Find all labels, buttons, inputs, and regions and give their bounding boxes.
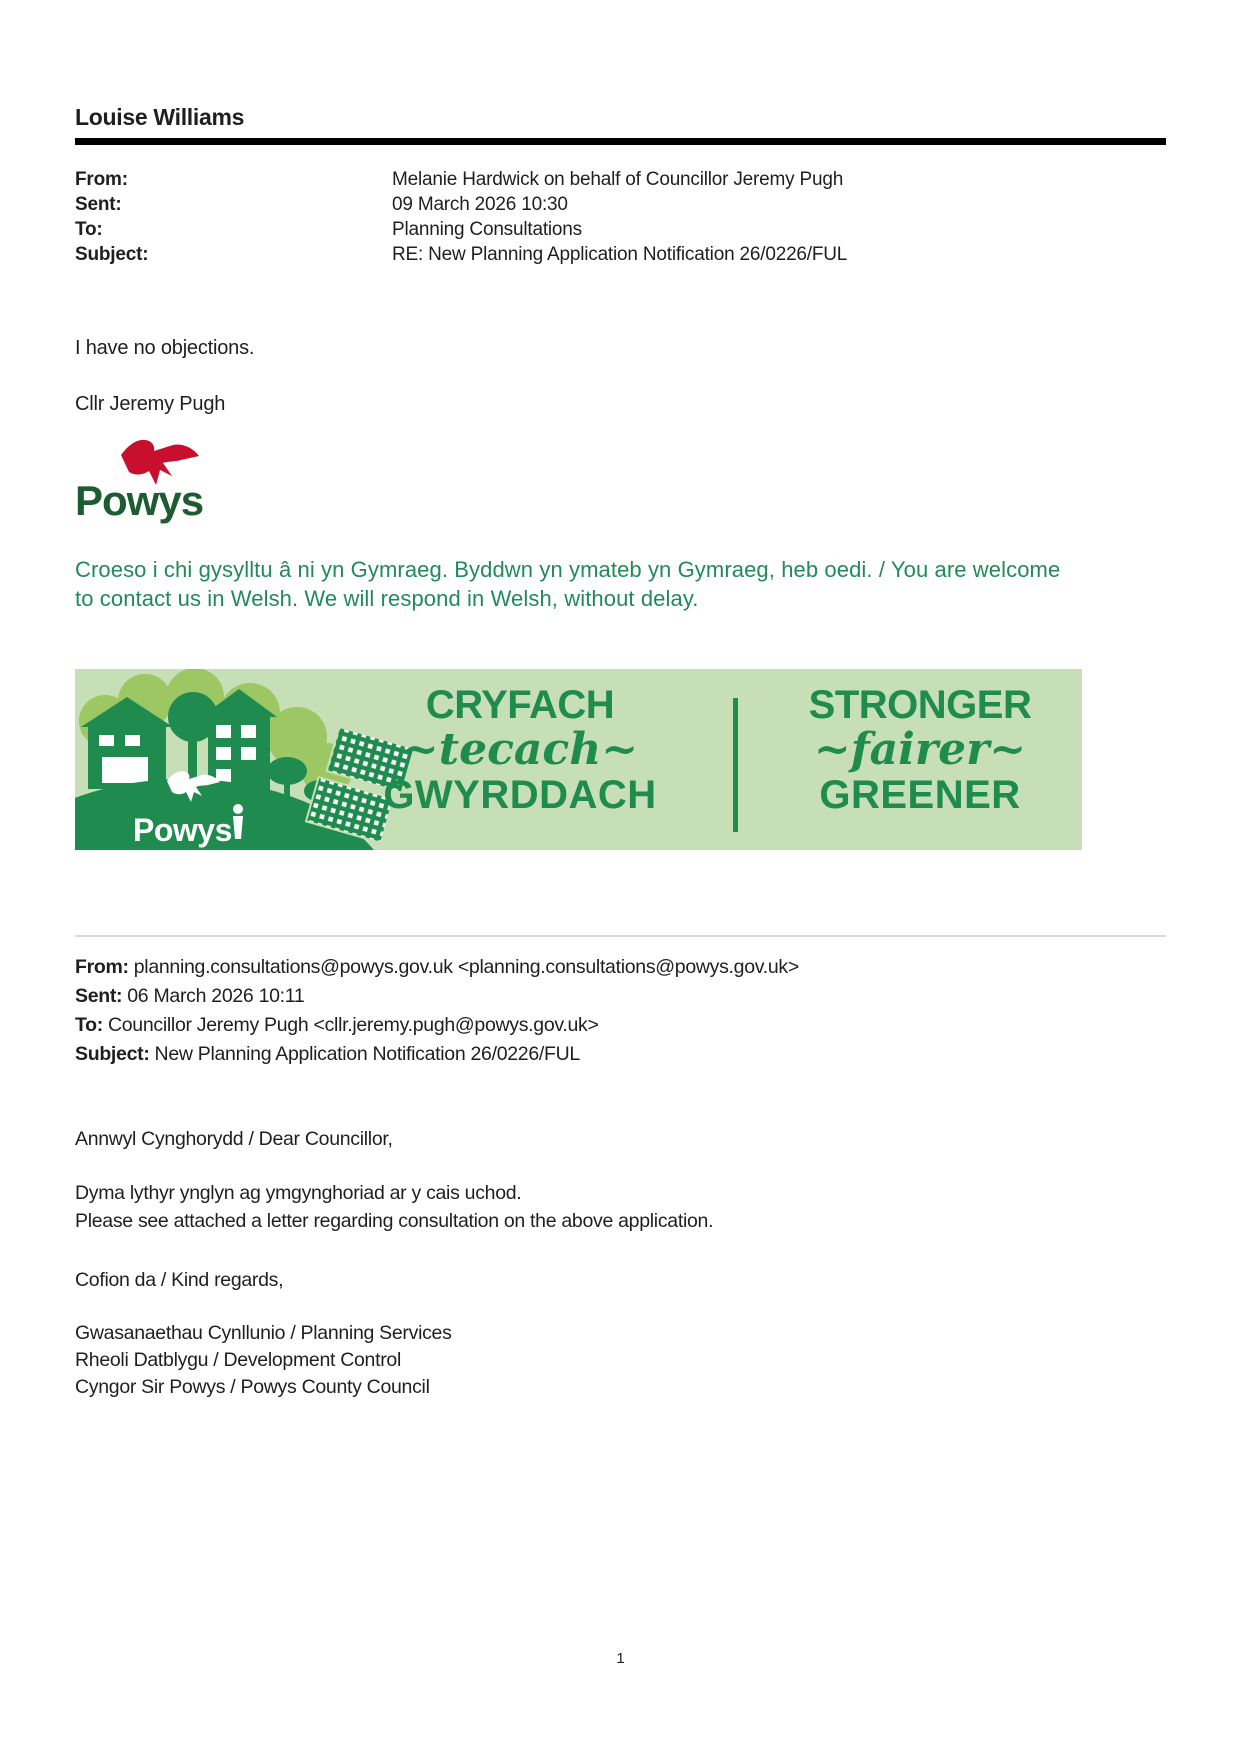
quoted-row-from xyxy=(75,953,1166,982)
quoted-sent-label: Sent: xyxy=(75,985,123,1007)
quoted-to-label: To: xyxy=(75,1014,103,1036)
quoted-to-value: Councillor Jeremy Pugh <cllr.jeremy.pugh@powys.gov.uk> xyxy=(107,1014,599,1036)
banner-welsh-column xyxy=(355,669,685,818)
page-number: 1 xyxy=(616,1650,625,1667)
quoted-subject-label: Subject: xyxy=(75,1043,150,1065)
quoted-signature-block xyxy=(75,1320,1166,1401)
banner-fairer-text: ~fairer~ xyxy=(813,724,1027,775)
banner-gwyrddach-text: GWYRDDACH xyxy=(383,773,657,817)
header-row-subject xyxy=(75,242,1166,267)
banner-vertical-divider xyxy=(733,698,738,832)
mailbox-owner-name: Louise Williams xyxy=(75,104,245,130)
quoted-row-to xyxy=(75,1011,1166,1040)
banner-tecach-text: ~tecach~ xyxy=(401,724,639,775)
quoted-from-label: From: xyxy=(75,956,129,978)
header-divider-rule xyxy=(75,138,1166,145)
from-value: Melanie Hardwick on behalf of Councillor Jeremy Pugh xyxy=(392,168,844,190)
subject-label: Subject: xyxy=(75,243,149,265)
header-row-sent xyxy=(75,192,1166,217)
quoted-sent-value: 06 March 2026 10:11 xyxy=(127,985,305,1007)
powys-logo-wordmark: Powys xyxy=(75,477,204,524)
banner-greener-text: GREENER xyxy=(819,773,1021,817)
powys-council-logo xyxy=(75,431,235,527)
header-row-to xyxy=(75,217,1166,242)
quoted-subject-value: New Planning Application Notification 26/0226/FUL xyxy=(154,1043,580,1065)
header-row-from xyxy=(75,167,1166,192)
quoted-email-separator xyxy=(75,935,1166,937)
document-content xyxy=(75,0,1166,1401)
banner-cryfach-text: CRYFACH xyxy=(425,683,615,727)
banner-stronger-text: STRONGER xyxy=(808,683,1032,727)
councillor-signature: Cllr Jeremy Pugh xyxy=(75,393,226,415)
from-label: From: xyxy=(75,168,128,190)
sent-label: Sent: xyxy=(75,193,122,215)
quoted-row-sent xyxy=(75,982,1166,1011)
signature-county-council: Cyngor Sir Powys / Powys County Council xyxy=(75,1376,430,1398)
quoted-closing: Cofion da / Kind regards, xyxy=(75,1269,284,1291)
reply-body-text: I have no objections. xyxy=(75,337,255,359)
to-value: Planning Consultations xyxy=(392,218,582,240)
quoted-consultation-lines xyxy=(75,1179,1166,1235)
quoted-email-header xyxy=(75,953,1166,1069)
banner-english-column xyxy=(765,669,1075,818)
quoted-english-line: Please see attached a letter regarding consultation on the above application. xyxy=(75,1210,714,1232)
banner-powys-wordmark: Powys xyxy=(133,812,232,848)
quoted-row-subject xyxy=(75,1040,1166,1069)
to-label: To: xyxy=(75,218,103,240)
reply-email-header xyxy=(75,167,1166,267)
welsh-language-notice: Croeso i chi gysylltu â ni yn Gymraeg. Byddwn yn ymateb yn Gymraeg, heb oedi. / You are welcome to contact us in Welsh. We will respond in Welsh, without delay. xyxy=(75,557,1061,611)
quoted-welsh-line: Dyma lythyr ynglyn ag ymgynghoriad ar y cais uchod. xyxy=(75,1182,522,1204)
stronger-fairer-greener-banner xyxy=(75,669,1082,850)
signature-planning-services: Gwasanaethau Cynllunio / Planning Services xyxy=(75,1322,452,1344)
quoted-greeting: Annwyl Cynghorydd / Dear Councillor, xyxy=(75,1128,393,1150)
sent-value: 09 March 2026 10:30 xyxy=(392,193,568,215)
signature-development-control: Rheoli Datblygu / Development Control xyxy=(75,1349,401,1371)
subject-value: RE: New Planning Application Notification 26/0226/FUL xyxy=(392,243,848,265)
quoted-from-value: planning.consultations@powys.gov.uk <planning.consultations@powys.gov.uk> xyxy=(133,956,799,978)
